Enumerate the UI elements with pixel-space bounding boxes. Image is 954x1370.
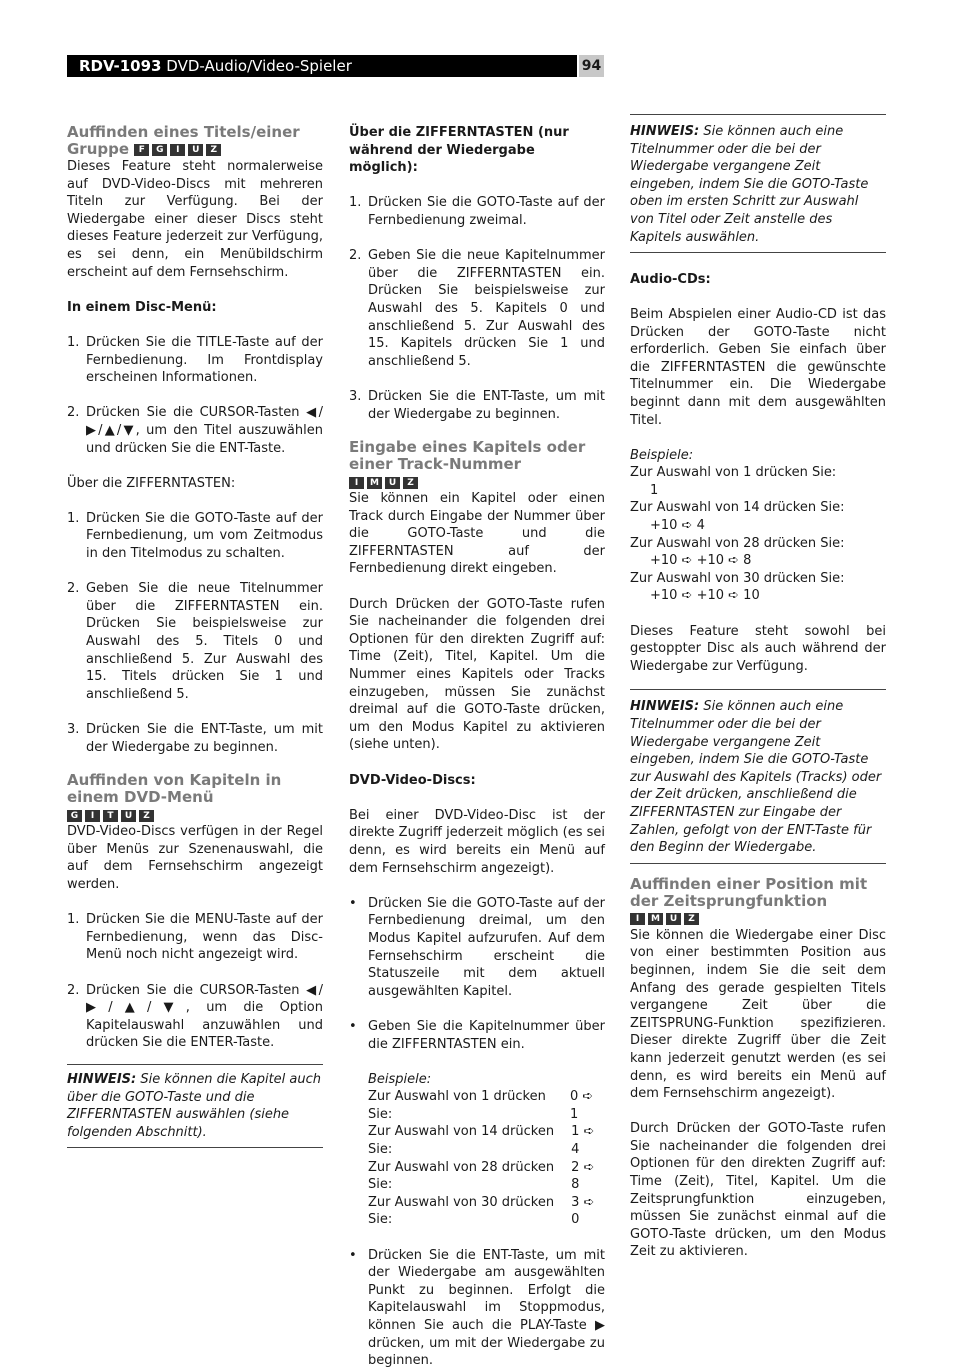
list-item: 1. Drücken Sie die GOTO-Taste auf der Fernbedienung, um vom Zeitmodus in den Titelmodus zu schalten. [67, 510, 323, 562]
subheading: Über die ZIFFERNTASTEN: [67, 475, 236, 491]
bullet-text: Geben Sie die Kapitelnummer über die ZIFFERNTASTEN ein. [368, 1018, 605, 1052]
subheading: In einem Disc-Menü: [67, 299, 217, 315]
example-value: 1 ➪ 4 [571, 1124, 595, 1158]
disc-badge: G [67, 810, 82, 822]
list-item: 1. Drücken Sie die GOTO-Taste auf der Fernbedienung zweimal. [349, 195, 605, 228]
paragraph: Dieses Feature steht normalerweise auf DVD-Video-Discs mit mehreren Titeln zur Verfügung. Bei der Wiedergabe einer dieser Discs steht dieses Feature jederzeit zur Verfügung, es sei denn, ein Menübildschirm erscheint auf dem Fernsehschirm. [67, 159, 323, 280]
list-item-text: Drücken Sie die CURSOR-Tasten ◀/▶/▲/▼, um die Option Kapitelauswahl anzuwählen und drücken Sie die ENTER-Taste. [86, 982, 323, 1051]
bullet-item: • Drücken Sie die ENT-Taste, um mit der Wiedergabe am ausgewählten Punkt zu beginnen. Erfolgt die Kapitelauswahl im Stoppmodus, können Sie auch die PLAY-Taste ▶ drücken, um mit der Wiedergabe zu beginnen. [349, 1247, 605, 1369]
bullet-text: Drücken Sie die GOTO-Taste auf der Fernbedienung dreimal, um den Modus Kapitel aufzurufen. Auf dem Fernsehschirm erscheint die Statuszeile mit dem aktuell ausgewählten Kapitel. [368, 895, 605, 999]
example-text: Zur Auswahl von 30 drücken Sie: [630, 570, 845, 586]
list-item: 2. Geben Sie die neue Titelnummer über die ZIFFERNTASTEN ein. Drücken Sie beispielsweise zur Auswahl des 5. Titels 0 und anschließend 5. Zur Auswahl des 15. Titels drücken Sie 1 und anschließend 5. [67, 581, 323, 702]
column-1 [67, 112, 323, 1148]
example-value: 1 [650, 482, 659, 498]
heading-line: Auffinden einer Position mit [630, 874, 868, 893]
note-box [630, 114, 886, 253]
example-row [368, 1088, 605, 1123]
list-item-text: Drücken Sie die ENT-Taste, um mit der Wiedergabe zu beginnen. [368, 388, 605, 422]
paragraph: Durch Drücken der GOTO-Taste rufen Sie nacheinander die folgenden drei Optionen für den direkten Zugriff auf: Time (Zeit), Titel, Kapitel. Um die Zeitsprungfunktion einzugeben, müssen Sie zunächst einmal auf die GOTO-Taste drücken, um den Modus Zeit zu aktivieren. [630, 1121, 886, 1260]
bullet-item: • Geben Sie die Kapitelnummer über die ZIFFERNTASTEN ein. [349, 1018, 605, 1052]
subheading: DVD-Video-Discs: [349, 772, 476, 788]
heading-find-title [67, 124, 323, 158]
disc-badge: U [188, 144, 203, 156]
disc-badge: Z [684, 913, 699, 925]
heading-text: Gruppe [67, 140, 130, 158]
example-text: Zur Auswahl von 1 drücken Sie: [368, 1089, 546, 1122]
list-item: 2. Geben Sie die neue Kapitelnummer über die ZIFFERNTASTEN ein. Drücken Sie beispielsweise zur Auswahl des 5. Kapitels 0 und anschließend 5. Zur Auswahl des 15. Kapitels drücken Sie 1 und anschließend 5. [349, 248, 605, 369]
heading-line: der Zeitsprungfunktion [630, 891, 828, 910]
bullet-text: Drücken Sie die ENT-Taste, um mit der Wiedergabe am ausgewählten Punkt zu beginnen. Erfolgt die Kapitelauswahl im Stoppmodus, können Sie auch die PLAY-Taste ▶ drücken, um mit der Wiedergabe zu beginnen. [368, 1247, 605, 1369]
list-item: 3. Drücken Sie die ENT-Taste, um mit der Wiedergabe zu beginnen. [349, 388, 605, 422]
disc-badge: U [385, 477, 400, 489]
list-item-text: Drücken Sie die GOTO-Taste auf der Fernbedienung zweimal. [368, 195, 605, 228]
examples-label: Beispiele: [368, 1071, 432, 1087]
disc-badges [349, 477, 418, 489]
example-text: Zur Auswahl von 30 drücken Sie: [368, 1194, 555, 1228]
example-text: Zur Auswahl von 28 drücken Sie: [630, 535, 845, 551]
disc-badge: U [121, 810, 136, 822]
disc-badge: I [170, 144, 185, 156]
list-item: 2. Drücken Sie die CURSOR-Tasten ◀/▶/▲/▼, um den Titel auszuwählen und drücken Sie die ENT-Taste. [67, 405, 323, 456]
note-label: HINWEIS: [67, 1071, 137, 1087]
note-text: Sie können die Kapitel auch über die GOTO-Taste und die ZIFFERNTASTEN auswählen (siehe folgenden Abschnitt). [67, 1071, 322, 1140]
subheading: Über die ZIFFERNTASTEN (nur während der Wiedergabe möglich): [349, 125, 569, 176]
list-item-text: Drücken Sie die CURSOR-Tasten ◀/▶/▲/▼, um den Titel auszuwählen und drücken Sie die ENT-Taste. [86, 405, 323, 456]
note-box [630, 689, 886, 863]
list-item: 1. Drücken Sie die MENU-Taste auf der Fernbedienung, wenn das Disc-Menü noch nicht angezeigt wird. [67, 912, 323, 963]
disc-badge: Z [403, 477, 418, 489]
disc-badge: Z [206, 144, 221, 156]
example-row [368, 1123, 605, 1158]
example-value: +10 ➪ +10 ➪ 10 [650, 588, 760, 604]
paragraph: Beim Abspielen einer Audio-CD ist das Drücken der GOTO-Taste nicht erforderlich. Geben Sie einfach über die ZIFFERNTASTEN die gewünschte Titelnummer ein. Die Wiedergabe beginnt dann mit dem ausgewählten Titel. [630, 306, 886, 428]
disc-badge: I [85, 810, 100, 822]
note-text: Sie können auch eine Titelnummer oder die bei der Wiedergabe vergangene Zeit eingeben, indem Sie die GOTO-Taste zur Auswahl des Kapitels (Tracks) oder der Zeit drücken, anschließend die ZIFFERNTASTEN zur Eingabe der Zahlen, gefolgt von der ENT-Taste für den Beginn der Wiedergabe. [630, 699, 882, 856]
disc-badge: I [630, 913, 645, 925]
list-item: 2. Drücken Sie die CURSOR-Tasten ◀/▶/▲/▼, um die Option Kapitelauswahl anzuwählen und drücken Sie die ENTER-Taste. [67, 982, 323, 1051]
disc-badge: Z [139, 810, 154, 822]
disc-badge: M [648, 913, 663, 925]
bullet-item: • Drücken Sie die GOTO-Taste auf der Fernbedienung dreimal, um den Modus Kapitel aufzurufen. Auf dem Fernsehschirm erscheint die Statuszeile mit dem aktuell ausgewählten Kapitel. [349, 895, 605, 999]
paragraph: Dieses Feature steht sowohl bei gestoppter Disc als auch während der Wiedergabe zur Verfügung. [630, 623, 886, 674]
disc-badge: T [103, 810, 118, 822]
heading-line: Auffinden eines Titels/einer [67, 123, 300, 141]
example-text: Zur Auswahl von 14 drücken Sie: [630, 500, 845, 516]
example-value: 0 ➪ 1 [570, 1089, 594, 1122]
examples-label: Beispiele: [630, 447, 694, 463]
column-3 [630, 114, 886, 1261]
paragraph: Sie können ein Kapitel oder einen Track durch Eingabe der Nummer über die GOTO-Taste und die ZIFFERNTASTEN auf der Fernbedienung direkt eingeben. [349, 491, 605, 577]
example-text: Zur Auswahl von 28 drücken Sie: [368, 1159, 555, 1193]
disc-badges [134, 144, 221, 156]
list-item: 1. Drücken Sie die TITLE-Taste auf der Fernbedienung. Im Frontdisplay erscheinen Informationen. [67, 334, 323, 386]
list-item-text: Drücken Sie die ENT-Taste, um mit der Wiedergabe zu beginnen. [86, 722, 323, 755]
disc-badge: G [152, 144, 167, 156]
disc-badge: M [367, 477, 382, 489]
example-value: +10 ➪ 4 [650, 518, 705, 534]
heading-find-chapters [67, 772, 323, 823]
header-title: DVD-Audio/Video-Spieler [166, 57, 352, 75]
disc-badges [67, 810, 154, 822]
subheading: Audio-CDs: [630, 271, 711, 287]
disc-badges [630, 913, 699, 925]
example-value: 3 ➪ 0 [571, 1194, 595, 1228]
example-value: 2 ➪ 8 [571, 1159, 595, 1193]
heading-line: einer Track-Nummer [349, 455, 522, 474]
list-item-text: Drücken Sie die TITLE-Taste auf der Fernbedienung. Im Frontdisplay erscheinen Informationen. [86, 334, 323, 386]
example-row [368, 1159, 605, 1194]
examples-block [630, 447, 886, 605]
list-item-text: Drücken Sie die MENU-Taste auf der Fernbedienung, wenn das Disc-Menü noch nicht angezeigt wird. [86, 912, 323, 963]
note-label: HINWEIS: [630, 699, 700, 715]
note-text: Sie können auch eine Titelnummer oder die bei der Wiedergabe vergangene Zeit eingeben, indem Sie die GOTO-Taste oben im ersten Schritt zur Auswahl von Titel oder Zeit anstelle des Kapitels auswählen. [630, 124, 869, 245]
paragraph: Durch Drücken der GOTO-Taste rufen Sie nacheinander die folgenden drei Optionen für den direkten Zugriff auf: Time (Zeit), Titel, Kapitel. Um die Nummer eines Kapitels oder Tracks einzugeben, müssen Sie zunächst dreimal auf die GOTO-Taste drücken, um den Modus Kapitel zu aktivieren (siehe unten). [349, 596, 605, 753]
page-number: 94 [579, 55, 604, 77]
disc-badge: U [666, 913, 681, 925]
paragraph: DVD-Video-Discs verfügen in der Regel über Menüs zur Szenenauswahl, die auf dem Fernsehschirm angezeigt werden. [67, 824, 323, 892]
example-value: +10 ➪ +10 ➪ 8 [650, 553, 752, 569]
disc-badge: I [349, 477, 364, 489]
heading-line: Auffinden von Kapiteln in [67, 771, 282, 790]
list-item-text: Drücken Sie die GOTO-Taste auf der Fernbedienung, um vom Zeitmodus in den Titelmodus zu schalten. [86, 510, 323, 562]
list-item-text: Geben Sie die neue Titelnummer über die ZIFFERNTASTEN ein. Drücken Sie beispielsweise zur Auswahl des 5. Titels 0 und anschließend 5. Zur Auswahl des 15. Titels drücken Sie 1 und anschließend 5. [86, 581, 323, 702]
heading-time-jump [630, 876, 886, 927]
list-item: 3. Drücken Sie die ENT-Taste, um mit der Wiedergabe zu beginnen. [67, 722, 323, 755]
examples-block [349, 1071, 605, 1229]
heading-line [67, 141, 323, 158]
note-box [67, 1064, 323, 1148]
example-text: Zur Auswahl von 1 drücken Sie: [630, 465, 837, 481]
heading-enter-chapter [349, 439, 605, 490]
disc-badge: F [134, 144, 149, 156]
note-label: HINWEIS: [630, 124, 700, 139]
paragraph: Bei einer DVD-Video-Disc ist der direkte Zugriff jederzeit möglich (es sei denn, es wird bereits ein Menü auf dem Fernsehschirm angezeigt). [349, 807, 605, 876]
example-row [368, 1194, 605, 1229]
page-header [67, 55, 577, 77]
heading-line: einem DVD-Menü [67, 788, 214, 807]
column-2 [349, 124, 605, 1370]
list-item-text: Geben Sie die neue Kapitelnummer über die ZIFFERNTASTEN ein. Drücken Sie beispielsweise zur Auswahl des 5. Kapitels 0 und anschließend 5. Zur Auswahl des 15. Kapitels drücken Sie 1 und anschließend 5. [368, 248, 605, 369]
paragraph: Sie können die Wiedergabe einer Disc von einer bestimmten Position aus beginnen, indem Sie die seit dem Anfang des gerade gespielten Titels vergangene Zeit über die ZEITSPRUNG-Funktion spezifizieren. Dieser direkte Zugriff über die Zeit kann jederzeit genutzt werden (es sei denn, es wird bereits ein Menü auf dem Fernsehschirm angezeigt). [630, 927, 886, 1102]
example-text: Zur Auswahl von 14 drücken Sie: [368, 1124, 555, 1158]
heading-line: Eingabe eines Kapitels oder [349, 438, 586, 457]
model-name: RDV-1093 [79, 57, 162, 75]
